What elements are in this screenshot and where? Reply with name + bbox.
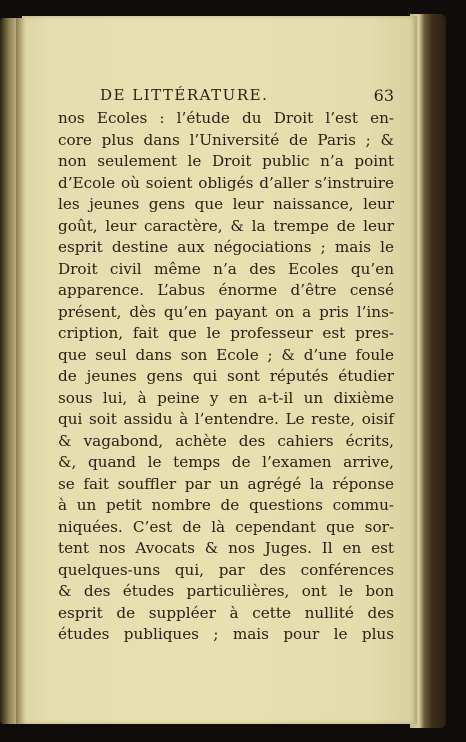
text-line: d’Ecole où soient obligés d’aller s’instruire: [58, 173, 394, 192]
text-line: niquées. C’est de là cependant que sor-: [58, 517, 394, 536]
text-line: études publiques ; mais pour le plus: [58, 625, 394, 643]
text-line: se fait souffler par un agrégé la réponse: [58, 474, 394, 493]
page-header: [58, 86, 394, 108]
text-line: présent, dès qu’en payant on a pris l’ins-: [58, 302, 394, 321]
text-line: core plus dans l’Université de Paris ; &: [58, 130, 394, 149]
text-line: esprit de suppléer à cette nullité des: [58, 603, 394, 622]
text-line: goût, leur caractère, & la trempe de leur: [58, 216, 394, 235]
running-head: DE LITTÉRATURE.: [100, 86, 269, 104]
page-number: 63: [373, 86, 394, 105]
page-gutter: [16, 18, 26, 724]
text-line: à un petit nombre de questions commu-: [58, 496, 394, 514]
text-line: apparence. L’abus énorme d’être censé: [58, 281, 394, 299]
text-line: que seul dans son Ecole ; & d’une foule: [58, 345, 394, 364]
text-line: quelques-uns qui, par des conférences: [58, 560, 394, 579]
text-line: de jeunes gens qui sont réputés étudier: [58, 367, 394, 385]
text-line: nos Ecoles : l’étude du Droit l’est en-: [58, 109, 394, 127]
text-line: & vagabond, achète des cahiers écrits,: [58, 431, 394, 450]
text-line: & des études particulières, ont le bon: [58, 582, 394, 600]
text-line: tent nos Avocats & nos Juges. Il en est: [58, 539, 394, 557]
text-line: esprit destine aux négociations ; mais le: [58, 238, 394, 256]
text-line: qui soit assidu à l’entendre. Le reste, oisif: [58, 410, 394, 428]
text-line: non seulement le Droit public n’a point: [58, 152, 394, 170]
text-line: les jeunes gens que leur naissance, leur: [58, 195, 394, 213]
text-line: Droit civil même n’a des Ecoles qu’en: [58, 259, 394, 278]
text-line: cription, fait que le professeur est pres-: [58, 324, 394, 342]
text-line: sous lui, à peine y en a-t-il un dixième: [58, 388, 394, 407]
text-line: &, quand le temps de l’examen arrive,: [58, 453, 394, 471]
body-text: [58, 108, 394, 646]
